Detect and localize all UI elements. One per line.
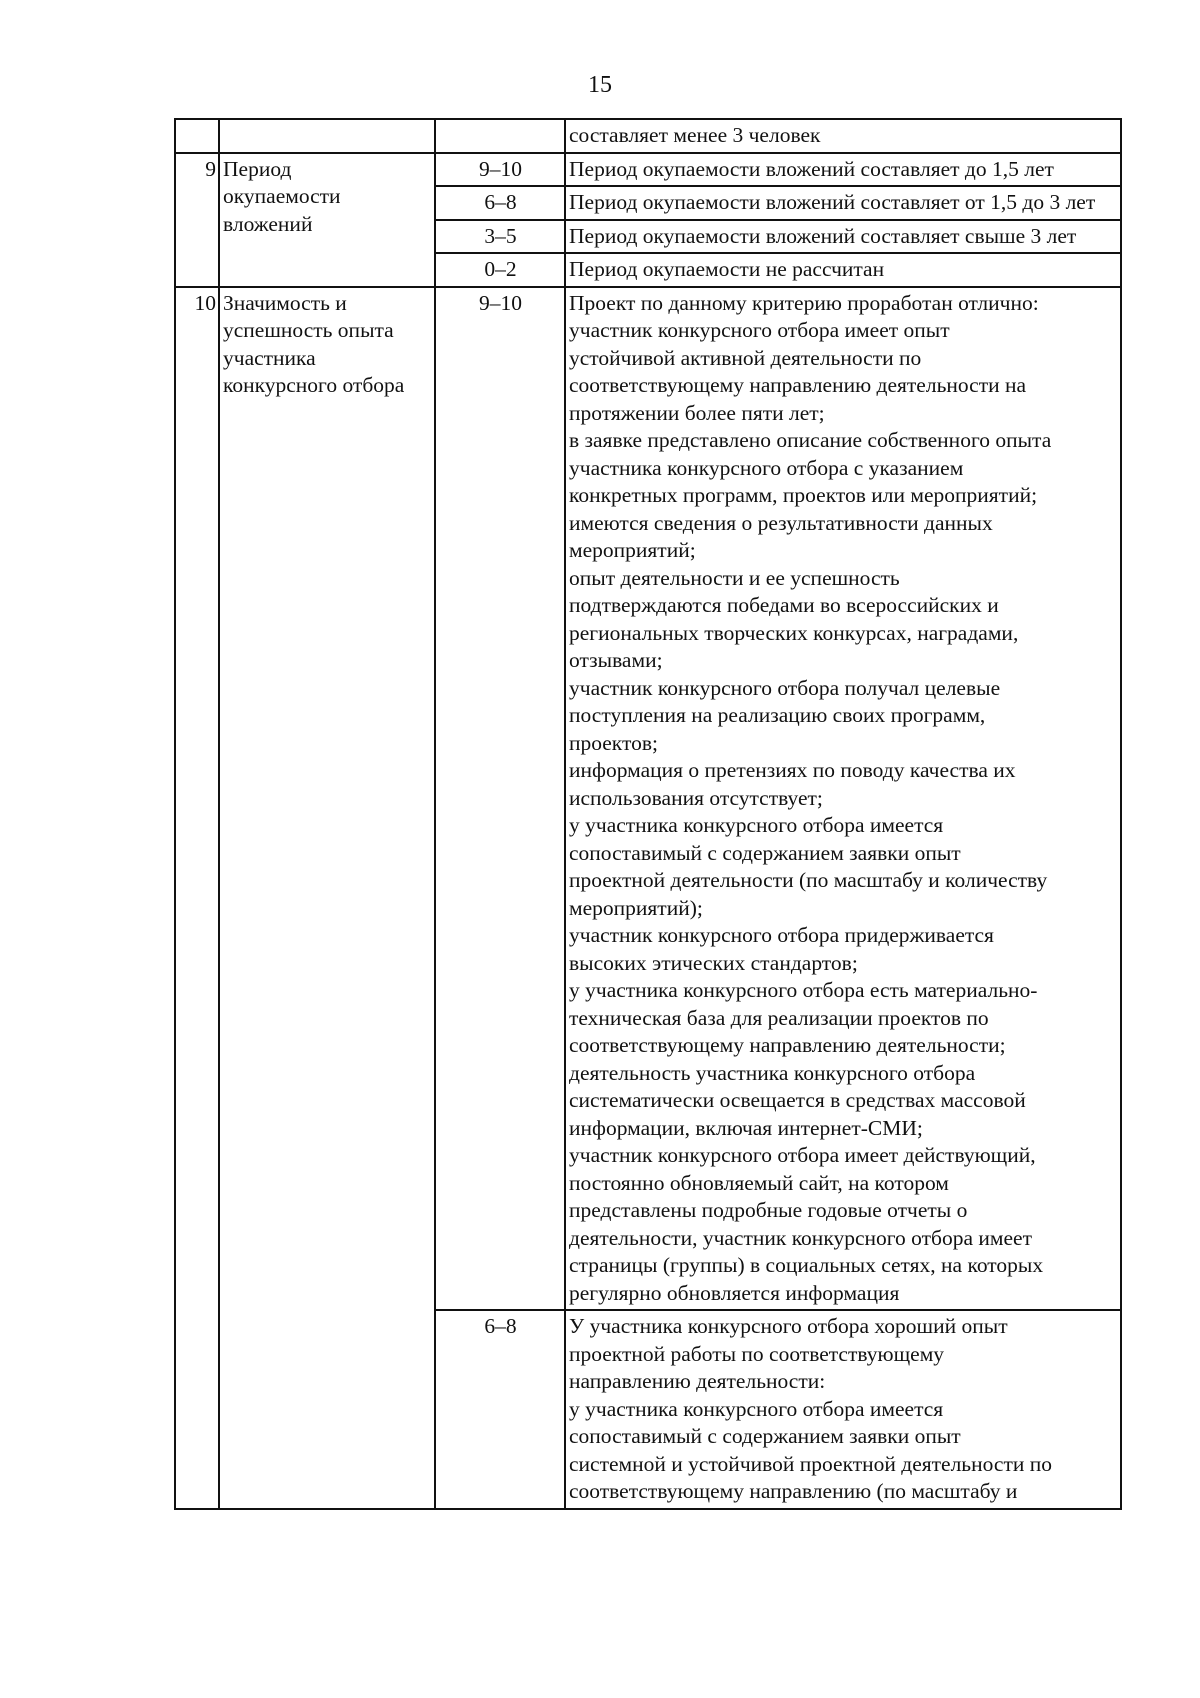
description-line: опыт деятельности и ее успешность: [569, 565, 900, 590]
description-line: участник конкурсного отбора придерживается: [569, 923, 994, 947]
description-line: устойчивой активной деятельности по: [569, 345, 922, 370]
description-line: протяжении более пяти лет;: [569, 400, 825, 425]
criterion-name: [219, 287, 435, 1509]
level-description: Период окупаемости вложений составляет свыше 3 лет: [565, 220, 1121, 254]
criterion-name-line: участника: [223, 345, 316, 370]
score-range: 9–10: [435, 153, 565, 187]
description-line: техническая база для реализации проектов по: [569, 1005, 989, 1030]
description-line: сопоставимый с содержанием заявки опыт: [569, 1424, 961, 1448]
score-range: 3–5: [435, 220, 565, 254]
description-line: мероприятий);: [569, 895, 703, 920]
score-range: 9–10: [435, 287, 565, 1311]
description-line: Проект по данному критерию проработан отлично:: [569, 290, 1039, 315]
table-row-10-level-1: [175, 287, 1121, 1311]
page-number: 15: [588, 72, 612, 98]
description-line: соответствующему направлению (по масштабу и: [569, 1479, 1018, 1503]
criterion-name: Период окупаемости вложений: [219, 153, 435, 287]
description-line: систематически освещается в средствах массовой: [569, 1088, 1026, 1112]
description-line: региональных творческих конкурсах, наградами,: [569, 620, 1019, 645]
description-line: в заявке представлено описание собственного опыта: [569, 428, 1052, 452]
description-line: высоких этических стандартов;: [569, 950, 858, 975]
description-line: проектов;: [569, 730, 658, 755]
level-description: Период окупаемости не рассчитан: [565, 253, 1121, 287]
description-line: у участника конкурсного отбора имеется: [569, 813, 944, 837]
score-cell: [435, 119, 565, 153]
description-line: страницы (группы) в социальных сетях, на которых: [569, 1253, 1044, 1277]
description-line: использования отсутствует;: [569, 785, 823, 810]
description-cell: составляет менее 3 человек: [565, 119, 1121, 153]
criterion-cell: [219, 119, 435, 153]
description-line: представлены подробные годовые отчеты о: [569, 1198, 968, 1222]
description-line: информация о претензиях по поводу качества их: [569, 758, 1016, 782]
description-line: деятельности, участник конкурсного отбора имеет: [569, 1225, 1032, 1250]
description-line: информации, включая интернет-СМИ;: [569, 1115, 923, 1140]
criterion-name-line: конкурсного отбора: [223, 373, 405, 397]
level-description: Период окупаемости вложений составляет до 1,5 лет: [565, 153, 1121, 187]
description-line: системной и устойчивой проектной деятельности по: [569, 1451, 1052, 1476]
table-row-continuation: [175, 119, 1121, 153]
level-description: [565, 287, 1121, 1311]
description-line: сопоставимый с содержанием заявки опыт: [569, 840, 961, 865]
description-line: постоянно обновляемый сайт, на котором: [569, 1170, 949, 1195]
description-line: подтверждаются победами во всероссийских и: [569, 593, 999, 617]
description-line: у участника конкурсного отбора есть материально-: [569, 978, 1038, 1002]
description-line: участник конкурсного отбора имеет действующий,: [569, 1143, 1036, 1167]
description-line: направлению деятельности:: [569, 1369, 826, 1393]
number-cell: [175, 119, 219, 153]
criteria-table: [174, 118, 1122, 1510]
description-line: отзывами;: [569, 648, 663, 672]
score-range: 6–8: [435, 186, 565, 220]
description-line: участник конкурсного отбора получал целевые: [569, 675, 1001, 700]
description-line: соответствующему направлению деятельности на: [569, 373, 1027, 397]
description-line: у участника конкурсного отбора имеется: [569, 1396, 944, 1421]
description-line: конкретных программ, проектов или мероприятий;: [569, 483, 1038, 507]
description-line: проектной работы по соответствующему: [569, 1341, 945, 1366]
description-line: имеются сведения о результативности данных: [569, 510, 993, 535]
description-line: мероприятий;: [569, 538, 696, 562]
description-line: соответствующему направлению деятельности;: [569, 1033, 1006, 1057]
description-line: участника конкурсного отбора с указанием: [569, 455, 964, 480]
table-row-9-level-1: [175, 153, 1121, 187]
level-description: [565, 1310, 1121, 1509]
criterion-number: 10: [175, 287, 219, 1509]
description-line: У участника конкурсного отбора хороший опыт: [569, 1314, 1008, 1338]
level-description: Период окупаемости вложений составляет от 1,5 до 3 лет: [565, 186, 1121, 220]
criterion-name-line: успешность опыта: [223, 318, 394, 342]
score-range: 0–2: [435, 253, 565, 287]
criterion-number: 9: [175, 153, 219, 287]
score-range: 6–8: [435, 1310, 565, 1509]
description-line: поступления на реализацию своих программ,: [569, 703, 986, 727]
criterion-name-line: Значимость и: [223, 290, 347, 315]
description-line: участник конкурсного отбора имеет опыт: [569, 318, 950, 342]
description-line: проектной деятельности (по масштабу и количеству: [569, 868, 1048, 892]
description-line: регулярно обновляется информация: [569, 1280, 900, 1305]
description-line: деятельность участника конкурсного отбора: [569, 1060, 976, 1085]
